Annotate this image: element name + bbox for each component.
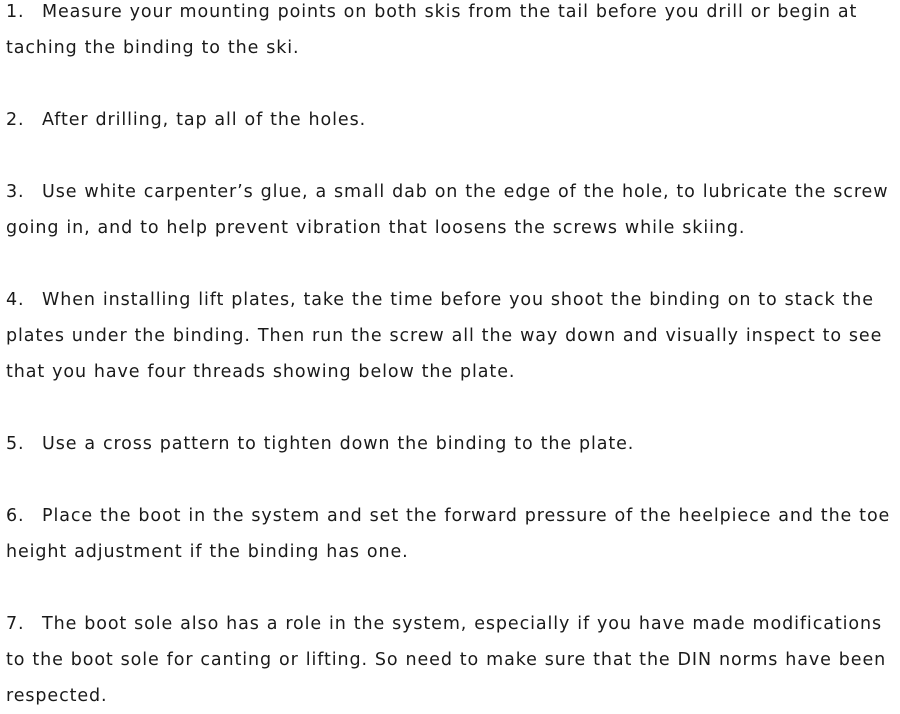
step-number: 6. <box>6 506 25 526</box>
step-text: When installing lift plates, take the time before you shoot the binding on to stack the plates under the binding. Then run the screw all the way down and visually inspect to see that you have four threads showing below the plate. <box>6 290 883 382</box>
step-1 <box>6 0 900 66</box>
step-text: Use a cross pattern to tighten down the binding to the plate. <box>42 434 635 454</box>
step-number: 1. <box>6 2 25 22</box>
step-7 <box>6 606 900 714</box>
step-4 <box>6 282 900 390</box>
step-text: The boot sole also has a role in the system, especially if you have made modifications to the boot sole for canting or lifting. So need to make sure that the DIN norms have been respected. <box>6 614 887 706</box>
step-3 <box>6 174 900 246</box>
step-text: Use white carpenter’s glue, a small dab on the edge of the hole, to lubricate the screw going in, and to help prevent vibration that loosens the screws while skiing. <box>6 182 889 238</box>
step-6 <box>6 498 900 570</box>
step-text: Measure your mounting points on both skis from the tail before you drill or begin at taching the binding to the ski. <box>6 2 858 58</box>
step-number: 4. <box>6 290 25 310</box>
step-text: Place the boot in the system and set the forward pressure of the heelpiece and the toe height adjustment if the binding has one. <box>6 506 891 562</box>
step-5 <box>6 426 900 462</box>
step-number: 5. <box>6 434 25 454</box>
step-2 <box>6 102 900 138</box>
step-number: 7. <box>6 614 25 634</box>
step-text: After drilling, tap all of the holes. <box>42 110 367 130</box>
step-number: 2. <box>6 110 25 130</box>
step-number: 3. <box>6 182 25 202</box>
